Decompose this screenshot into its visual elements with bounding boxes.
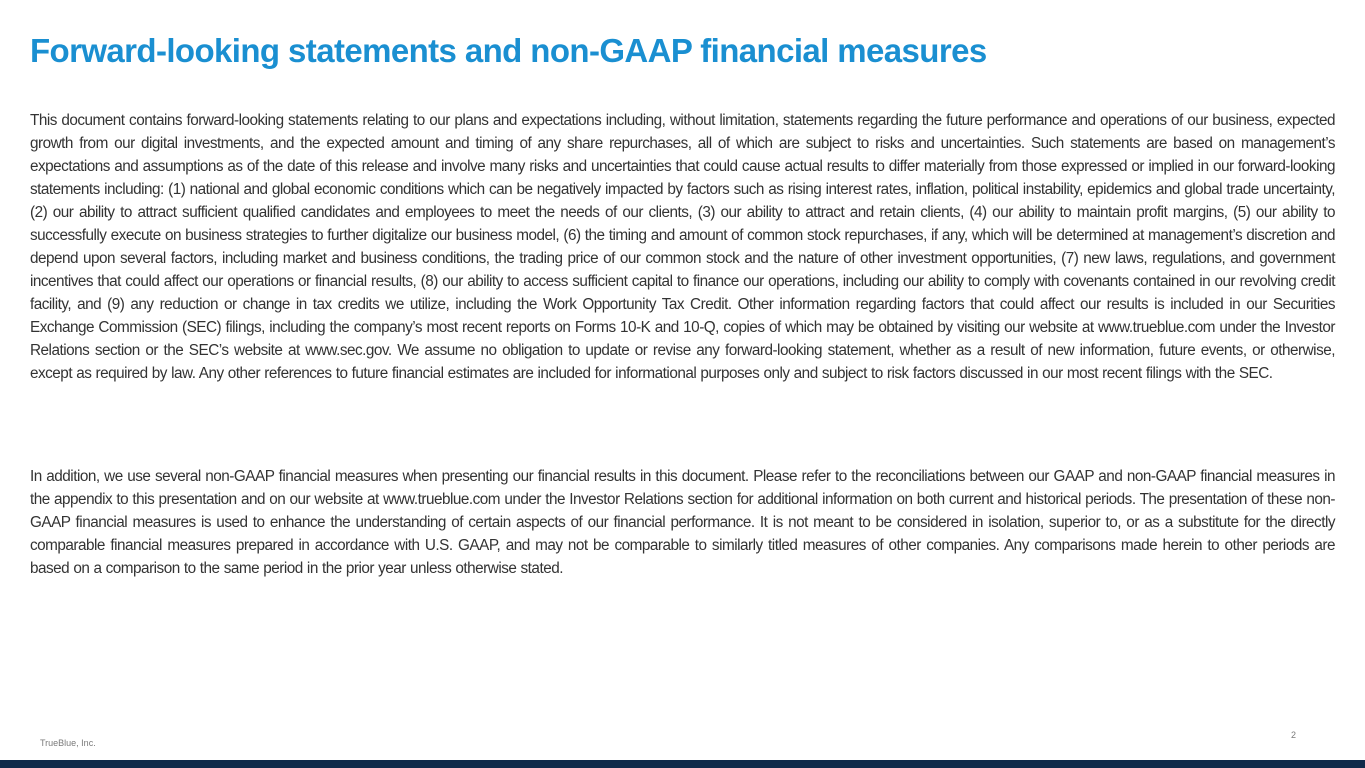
bottom-accent-bar [0,760,1365,768]
slide-title: Forward-looking statements and non-GAAP financial measures [30,32,987,69]
non-gaap-measures-paragraph: In addition, we use several non-GAAP financial measures when presenting our financial results in this document. Please refer to the reconciliations between our GAAP and non-GAAP financial measures in the appendix to this presentation and on our website at www.trueblue.com under the Investor Relations section for additional information on both current and historical periods. The presentation of these non-GAAP financial measures is used to enhance the understanding of certain aspects of our financial performance. It is not meant to be considered in isolation, superior to, or as a substitute for the directly comparable financial measures prepared in accordance with U.S. GAAP, and may not be comparable to similarly titled measures of other companies. Any comparisons made herein to other periods are based on a comparison to the same period in the prior year unless otherwise stated. [30,468,1335,577]
forward-looking-statements-paragraph: This document contains forward-looking statements relating to our plans and expectations including, without limitation, statements regarding the future performance and operations of our business, expected growth from our digital investments, and the expected amount and timing of any share repurchases, all of which are subject to risks and uncertainties. Such statements are based on management’s expectations and assumptions as of the date of this release and involve many risks and uncertainties that could cause actual results to differ materially from those expressed or implied in our forward-looking statements including: (1) national and global economic conditions which can be negatively impacted by factors such as rising interest rates, inflation, political instability, epidemics and global trade uncertainty, (2) our ability to attract sufficient qualified candidates and employees to meet the needs of our clients, (3) our ability to attract and retain clients, (4) our ability to maintain profit margins, (5) our ability to successfully execute on business strategies to further digitalize our business model, (6) the timing and amount of common stock repurchases, if any, which will be determined at management’s discretion and depend upon several factors, including market and business conditions, the trading price of our common stock and the nature of other investment opportunities, (7) new laws, regulations, and government incentives that could affect our operations or financial results, (8) our ability to access sufficient capital to finance our operations, including our ability to comply with covenants contained in our revolving credit facility, and (9) any reduction or change in tax credits we utilize, including the Work Opportunity Tax Credit. Other information regarding factors that could affect our results is included in our Securities Exchange Commission (SEC) filings, including the company’s most recent reports on Forms 10-K and 10-Q, copies of which may be obtained by visiting our website at www.trueblue.com under the Investor Relations section or the SEC’s website at www.sec.gov. We assume no obligation to update or revise any forward-looking statement, whether as a result of new information, future events, or otherwise, except as required by law. Any other references to future financial estimates are included for informational purposes only and subject to risk factors discussed in our most recent filings with the SEC. [30,112,1335,382]
footer-company-name: TrueBlue, Inc. [40,738,96,748]
page-number: 2 [1290,730,1296,740]
